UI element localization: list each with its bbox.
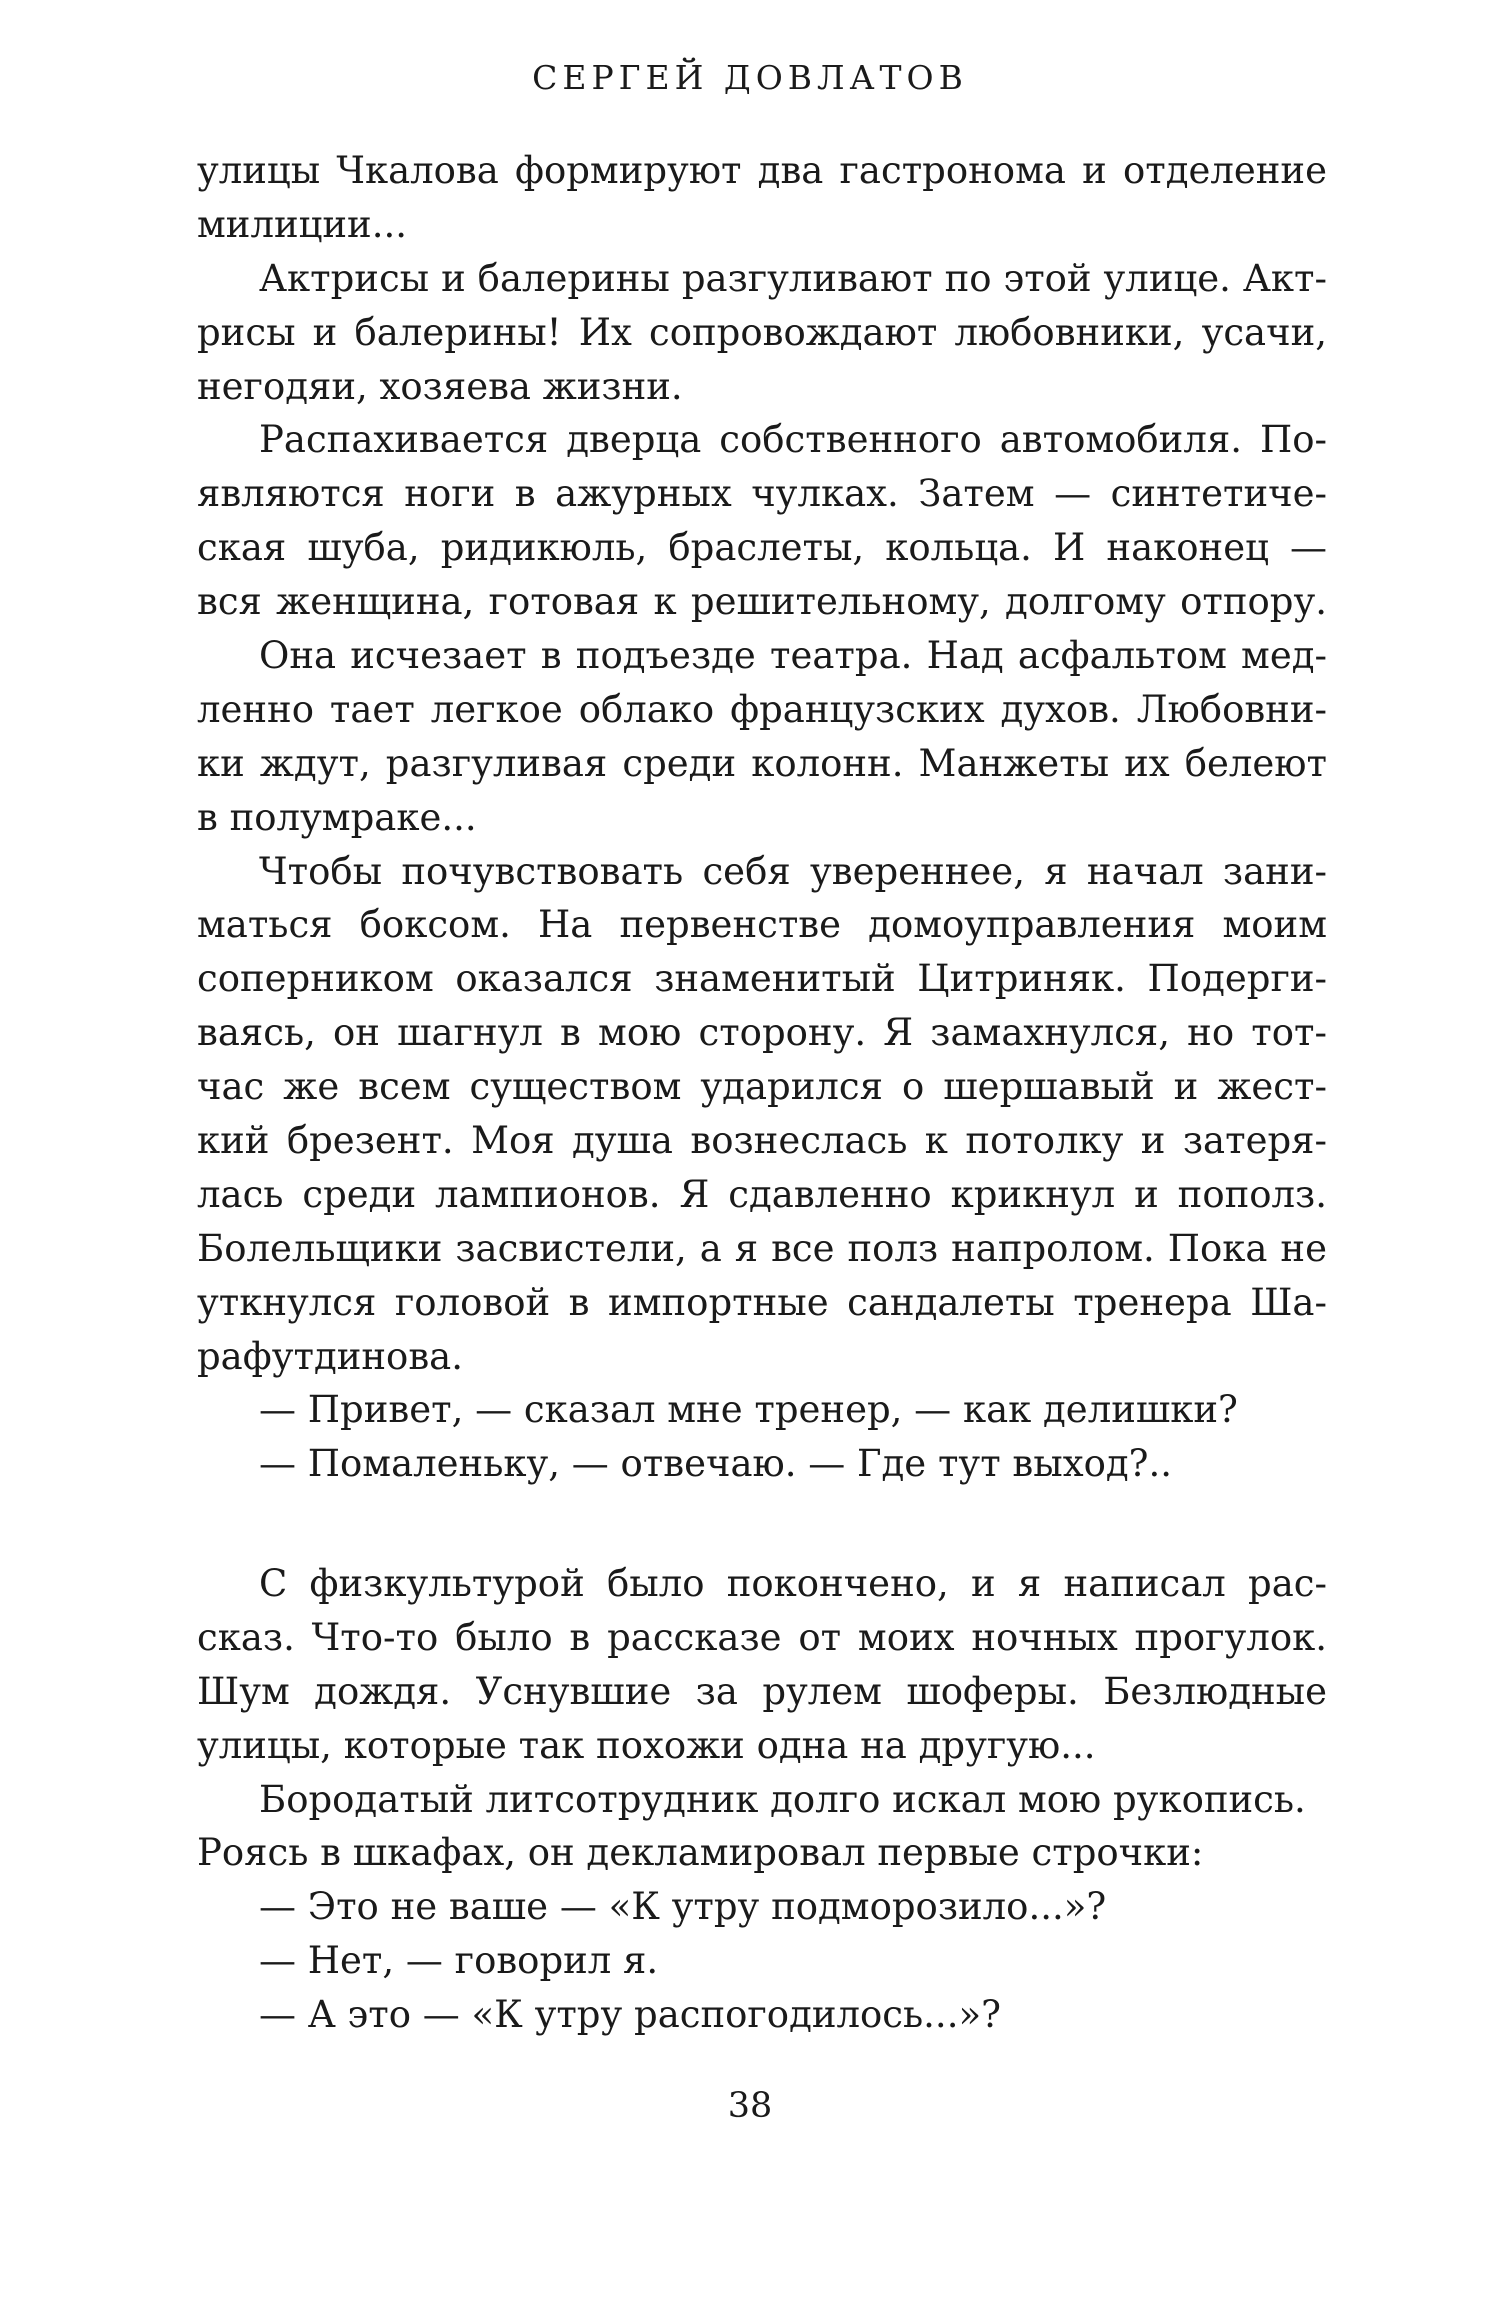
text-line: Чтобы почувствовать себя увереннее, я начал зани- bbox=[259, 849, 1327, 893]
dialogue-line: — Нет, — говорил я. bbox=[259, 1939, 659, 1983]
text-line: Шум дождя. Уснувшие за рулем шоферы. Безлюдные bbox=[197, 1669, 1327, 1713]
text-line: милиции... bbox=[197, 202, 408, 246]
dialogue-line: — Помаленьку, — отвечаю. — Где тут выход?.. bbox=[259, 1442, 1172, 1486]
text-line: негодяи, хозяева жизни. bbox=[197, 364, 683, 408]
dialogue-line: — Привет, — сказал мне тренер, — как делишки? bbox=[259, 1388, 1238, 1432]
text-line: в полумраке... bbox=[197, 795, 477, 839]
text-line: Бородатый литсотрудник долго искал мою рукопись. bbox=[259, 1777, 1306, 1821]
text-line: сказ. Что-то было в рассказе от моих ночных прогулок. bbox=[197, 1615, 1327, 1659]
text-line: Распахивается дверца собственного автомобиля. По- bbox=[259, 418, 1327, 462]
text-line: Она исчезает в подъезде театра. Над асфальтом мед- bbox=[259, 634, 1327, 678]
text-line: кий брезент. Моя душа вознеслась к потолку и затеря- bbox=[197, 1119, 1327, 1163]
text-line: вся женщина, готовая к решительному, долгому отпору. bbox=[197, 580, 1327, 624]
text-line: рафутдинова. bbox=[197, 1334, 463, 1378]
text-line: час же всем существом ударился о шершавый и жест- bbox=[197, 1065, 1327, 1109]
body-text-block-1 bbox=[197, 144, 1327, 1491]
dialogue-line: — А это — «К утру распогодилось...»? bbox=[259, 1993, 1001, 2037]
text-line: Актрисы и балерины разгуливают по этой улице. Акт- bbox=[259, 256, 1327, 300]
text-line: лась среди лампионов. Я сдавленно крикнул и пополз. bbox=[197, 1172, 1327, 1216]
text-line: ваясь, он шагнул в мою сторону. Я замахнулся, но тот- bbox=[197, 1011, 1327, 1055]
text-line: ская шуба, ридикюль, браслеты, кольца. И наконец — bbox=[197, 526, 1327, 570]
text-line: Болельщики засвистели, а я все полз напролом. Пока не bbox=[197, 1226, 1327, 1270]
text-line: ки ждут, разгуливая среди колонн. Манжеты их белеют bbox=[197, 741, 1327, 785]
text-line: С физкультурой было покончено, и я написал рас- bbox=[259, 1562, 1327, 1605]
body-text-block-2 bbox=[197, 1557, 1327, 2042]
text-line: уткнулся головой в импортные сандалеты тренера Ша- bbox=[197, 1280, 1327, 1324]
text-line: рисы и балерины! Их сопровождают любовники, усачи, bbox=[197, 310, 1327, 354]
text-line: ленно тает легкое облако французских духов. Любовни- bbox=[197, 687, 1327, 731]
running-head-author: СЕРГЕЙ ДОВЛАТОВ bbox=[532, 58, 968, 97]
dialogue-line: — Это не ваше — «К утру подморозило...»? bbox=[259, 1885, 1107, 1929]
page-number: 38 bbox=[727, 2086, 773, 2126]
text-line: Роясь в шкафах, он декламировал первые строчки: bbox=[197, 1831, 1204, 1875]
text-line: улицы, которые так похожи одна на другую... bbox=[197, 1723, 1096, 1767]
text-line: являются ноги в ажурных чулках. Затем — синтетиче- bbox=[197, 472, 1327, 516]
text-line: соперником оказался знаменитый Цитриняк. Подерги- bbox=[197, 957, 1327, 1001]
text-line: улицы Чкалова формируют два гастронома и отделение bbox=[197, 149, 1327, 192]
text-line: маться боксом. На первенстве домоуправления моим bbox=[197, 903, 1327, 947]
